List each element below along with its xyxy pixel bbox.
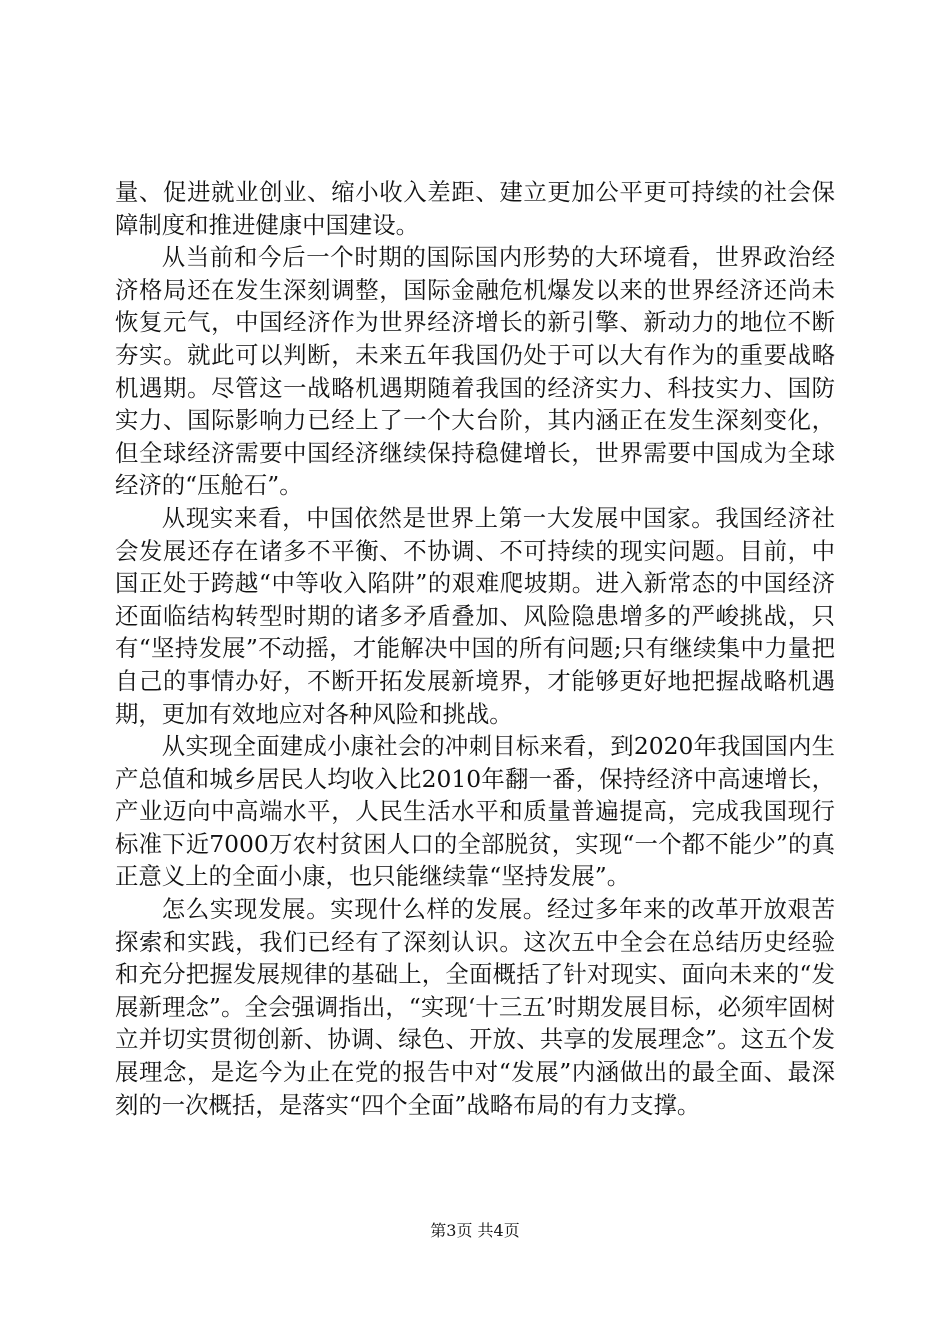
paragraph-1: 量、促进就业创业、缩小收入差距、建立更加公平更可持续的社会保障制度和推进健康中国建设。 [115,178,835,239]
paragraph-2: 从当前和今后一个时期的国际国内形势的大环境看，世界政治经济格局还在发生深刻调整，国际金融危机爆发以来的世界经济还尚未恢复元气，中国经济作为世界经济增长的新引擎、新动力的地位不断夯实。就此可以判断，未来五年我国仍处于可以大有作为的重要战略机遇期。尽管这一战略机遇期随着我国的经济实力、科技实力、国防实力、国际影响力已经上了一个大台阶，其内涵正在发生深刻变化，但全球经济需要中国经济继续保持稳健增长，世界需要中国成为全球经济的“压舱石”。 [115,243,835,500]
page-number-footer: 第3页 共4页 [430,1221,520,1240]
paragraph-3: 从现实来看，中国依然是世界上第一大发展中国家。我国经济社会发展还存在诸多不平衡、不协调、不可持续的现实问题。目前，中国正处于跨越“中等收入陷阱”的艰难爬坡期。进入新常态的中国经济还面临结构转型时期的诸多矛盾叠加、风险隐患增多的严峻挑战，只有“坚持发展”不动摇，才能解决中国的所有问题;只有继续集中力量把自己的事情办好，不断开拓发展新境界，才能够更好地把握战略机遇期，更加有效地应对各种风险和挑战。 [115,503,835,728]
document-body [115,176,835,1121]
paragraph-5: 怎么实现发展。实现什么样的发展。经过多年来的改革开放艰苦探索和实践，我们已经有了深刻认识。这次五中全会在总结历史经验和充分把握发展规律的基础上，全面概括了针对现实、面向未来的“发展新理念”。全会强调指出，“实现‘十三五’时期发展目标，必须牢固树立并切实贯彻创新、协调、绿色、开放、共享的发展理念”。这五个发展理念，是迄今为止在党的报告中对“发展”内涵做出的最全面、最深刻的一次概括，是落实“四个全面”战略布局的有力支撑。 [115,895,835,1119]
paragraph-4: 从实现全面建成小康社会的冲刺目标来看，到2020年我国国内生产总值和城乡居民人均收入比2010年翻一番，保持经济中高速增长，产业迈向中高端水平，人民生活水平和质量普遍提高，完成我国现行标准下近7000万农村贫困人口的全部脱贫，实现“一个都不能少”的真正意义上的全面小康，也只能继续靠“坚持发展”。 [115,732,835,891]
